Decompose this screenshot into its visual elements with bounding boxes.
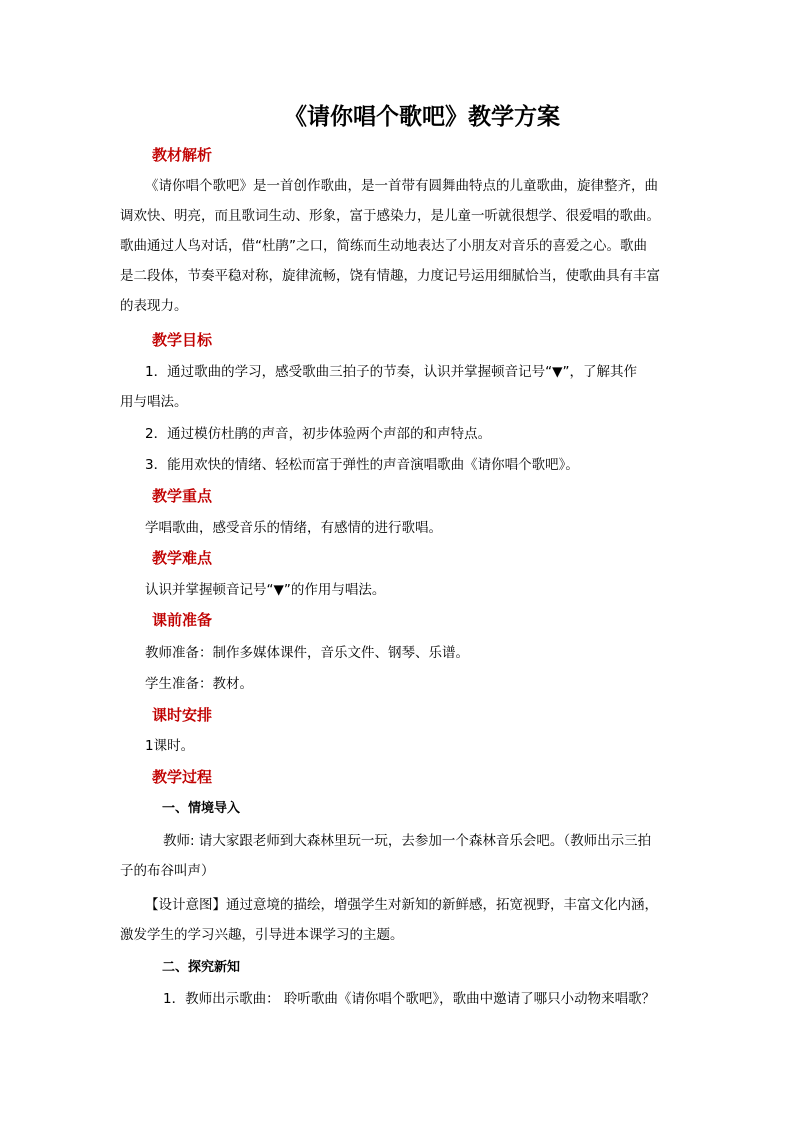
intro-line: 教师: 请大家跟老师到大森林里玩一玩，去参加一个森林音乐会吧。（教师出示三拍 xyxy=(163,833,652,849)
goal-item: 1．通过歌曲的学习，感受歌曲三拍子的节奏，认识并掌握顿音记号“▼”，了解其作 xyxy=(145,364,637,380)
goal-item: 用与唱法。 xyxy=(120,394,188,410)
document-title: 《请你唱个歌吧》教学方案 xyxy=(284,103,560,130)
goal-item: 3．能用欢快的情绪、轻松而富于弹性的声音演唱歌曲《请你唱个歌吧》。 xyxy=(145,457,579,473)
analysis-line: 《请你唱个歌吧》是一首创作歌曲，是一首带有圆舞曲特点的儿童歌曲，旋律整齐，曲 xyxy=(145,178,658,194)
design-intent-line: 激发学生的学习兴趣，引导进本课学习的主题。 xyxy=(120,927,404,943)
schedule-text: 1课时。 xyxy=(145,738,195,754)
heading-goals: 教学目标 xyxy=(152,331,213,349)
heading-preparation: 课前准备 xyxy=(152,611,213,629)
heading-analysis: 教材解析 xyxy=(152,146,213,164)
heading-difficulties: 教学难点 xyxy=(152,549,213,567)
student-preparation: 学生准备：教材。 xyxy=(145,676,253,692)
heading-key-points: 教学重点 xyxy=(152,487,213,505)
analysis-line: 是二段体，节奏平稳对称，旋律流畅，饶有情趣，力度记号运用细腻恰当，使歌曲具有丰富 xyxy=(120,268,660,284)
analysis-line: 的表现力。 xyxy=(120,298,188,314)
subheading-explore: 二、探究新知 xyxy=(162,960,241,975)
key-points-text: 学唱歌曲，感受音乐的情绪，有感情的进行歌唱。 xyxy=(145,520,442,536)
subheading-intro: 一、情境导入 xyxy=(162,801,241,816)
design-intent-line: 【设计意图】通过意境的描绘，增强学生对新知的新鲜感，拓宽视野，丰富文化内涵， xyxy=(145,897,658,913)
teacher-preparation: 教师准备：制作多媒体课件，音乐文件、钢琴、乐谱。 xyxy=(145,645,469,661)
analysis-line: 歌曲通过人鸟对话，借“杜鹃”之口，简练而生动地表达了小朋友对音乐的喜爱之心。歌曲 xyxy=(120,238,647,254)
difficulties-text: 认识并掌握顿音记号“▼”的作用与唱法。 xyxy=(145,582,386,598)
heading-schedule: 课时安排 xyxy=(152,706,213,724)
analysis-line: 调欢快、明亮，而且歌词生动、形象，富于感染力，是儿童一听就很想学、很爱唱的歌曲。 xyxy=(120,208,660,224)
intro-line: 子的布谷叫声） xyxy=(120,863,215,879)
heading-process: 教学过程 xyxy=(152,768,213,786)
explore-line: 1．教师出示歌曲： 聆听歌曲《请你唱个歌吧》，歌曲中邀请了哪只小动物来唱歌？ xyxy=(163,991,656,1007)
goal-item: 2．通过模仿杜鹃的声音，初步体验两个声部的和声特点。 xyxy=(145,426,492,442)
